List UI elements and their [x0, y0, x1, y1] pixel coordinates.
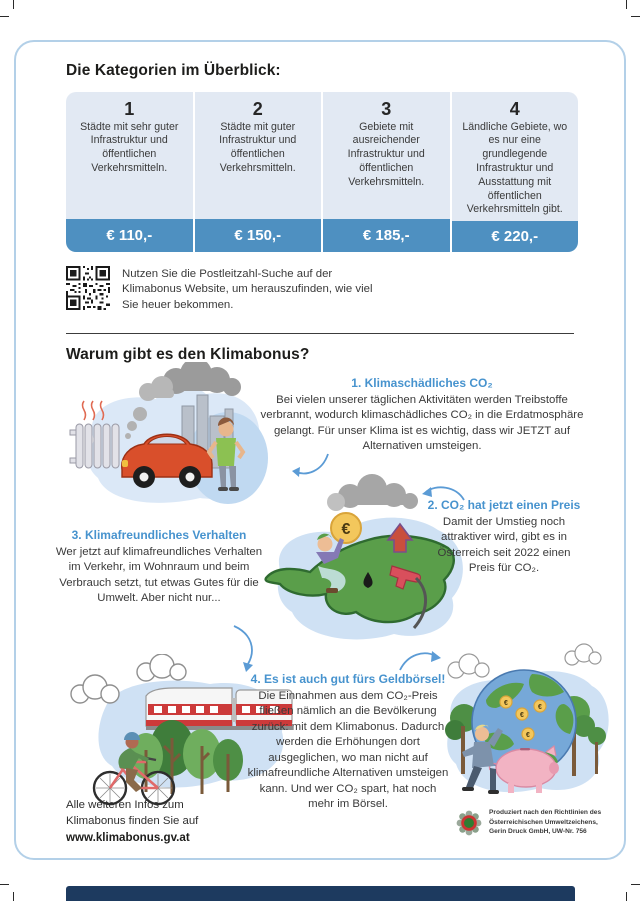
category-description: Gebiete mit ausreichender Infrastruktur und öffentlichen Verkehrsmitteln.	[347, 120, 425, 188]
section-1	[250, 376, 594, 455]
eco-label-logo-icon	[454, 808, 484, 838]
crop-mark	[0, 16, 9, 17]
bottom-page-band	[66, 886, 575, 901]
categories-table	[66, 92, 578, 252]
qr-code-icon	[66, 266, 110, 310]
crop-mark	[626, 0, 627, 9]
category-number: 4	[509, 99, 520, 119]
category-column-3	[321, 92, 450, 252]
section-2	[424, 498, 584, 577]
section-2-heading: 2. CO₂ hat jetzt einen Preis	[427, 498, 581, 513]
category-column-4	[450, 92, 579, 252]
pollution-car-illustration	[60, 362, 276, 508]
svg-text:€: €	[341, 521, 351, 539]
crop-mark	[13, 892, 14, 901]
category-price: € 220,-	[452, 221, 579, 252]
category-description: Städte mit guter Infrastruktur und öffentlichen Verkehrsmitteln.	[219, 120, 297, 174]
category-column-1	[66, 92, 193, 252]
category-price: € 185,-	[323, 219, 450, 252]
category-price: € 150,-	[195, 219, 322, 252]
why-section	[55, 366, 602, 861]
svg-text:€: €	[520, 712, 524, 720]
globe-piggybank-illustration	[424, 638, 612, 810]
category-number: 3	[381, 99, 392, 119]
section-4	[246, 672, 450, 813]
main-panel	[14, 40, 626, 860]
qr-note-text: Nutzen Sie die Postleitzahl-Suche auf der Klimabonus Website, um herauszufinden, wie viel Sie heuer bekommen.	[122, 268, 373, 311]
category-column-2	[193, 92, 322, 252]
section-1-body: Bei vielen unserer täglichen Aktivitäten werden Treibstoffe verbrannt, wodurch klimaschädliches CO₂ in die Erdatmosphäre gelangt. Für unser Klima ist es wichtig, dass wir JETZT auf Alternativen umsteigen.	[260, 393, 584, 453]
section-3-heading: 3. Klimafreundliches Verhalten	[71, 528, 247, 543]
svg-text:€: €	[526, 732, 530, 740]
section-4-heading: 4. Es ist auch gut fürs Geldbörsel!	[250, 672, 446, 687]
svg-text:€: €	[504, 700, 508, 708]
eco-label-text: Produziert nach den Richtlinien des Österreichischen Umweltzeichens, Gerin Druck GmbH, UW-Nr. 756	[489, 809, 602, 836]
crop-mark	[13, 0, 14, 9]
crop-mark	[0, 884, 9, 885]
qr-section	[66, 266, 574, 313]
category-description: Ländliche Gebiete, wo es nur eine grundlegende Infrastruktur und Ausstattung mit öffentlichen Verkehrsmitteln gibt.	[462, 120, 568, 216]
crop-mark	[631, 16, 640, 17]
why-title: Warum gibt es den Klimabonus?	[66, 346, 310, 364]
category-description: Städte mit sehr guter Infrastruktur und öffentlichen Verkehrsmitteln.	[80, 120, 179, 174]
section-2-body: Damit der Umstieg noch attraktiver wird, gibt es in Österreich seit 2022 einen Preis für CO₂.	[437, 515, 571, 575]
section-4-body: Die Einnahmen aus dem CO₂-Preis fließen nämlich an die Bevölkerung zurück: mit dem Klimabonus. Dadurch werden die Erhöhungen dort ausgeglichen, wo man nicht auf klimafreundliche Alternativen umsteigen kann. Und wer CO₂ spart, hat noch mehr im Börsel.	[247, 689, 449, 811]
section-3	[52, 528, 266, 607]
section-1-heading: 1. Klimaschädliches CO₂	[351, 376, 493, 391]
crop-mark	[631, 884, 640, 885]
section-3-body: Wer jetzt auf klimafreundliches Verhalten im Verkehr, im Wohnraum und beim Verbrauch setzt, tut etwas Gutes für die Umwelt. Aber nicht nur...	[55, 545, 263, 605]
footer-info	[66, 798, 246, 847]
section-divider	[66, 333, 574, 334]
categories-title: Die Kategorien im Überblick:	[66, 62, 281, 79]
eco-label	[454, 808, 624, 838]
svg-text:€: €	[538, 704, 542, 712]
footer-info-text: Alle weiteren Infos zum Klimabonus finden Sie auf	[66, 799, 199, 828]
category-number: 2	[252, 99, 263, 119]
category-price: € 110,-	[66, 219, 193, 252]
klimabonus-url: www.klimabonus.gv.at	[66, 831, 190, 845]
crop-mark	[626, 892, 627, 901]
category-number: 1	[124, 99, 135, 119]
